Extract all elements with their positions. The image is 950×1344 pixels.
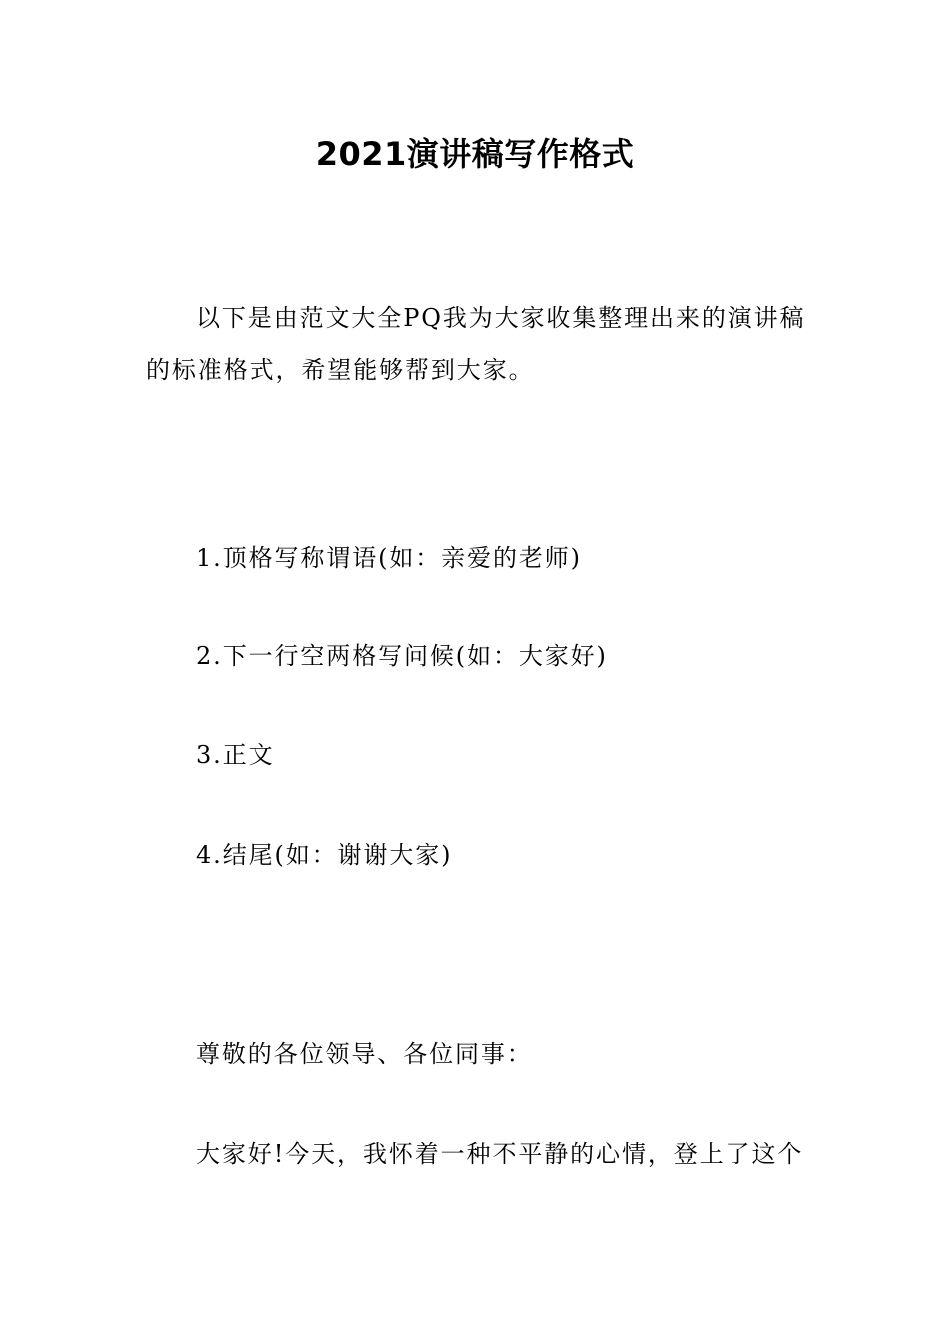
salutation-line: 尊敬的各位领导、各位同事： bbox=[196, 1040, 533, 1068]
document-title: 2021演讲稿写作格式 bbox=[315, 135, 635, 173]
format-item-1: 1.顶格写称谓语(如：亲爱的老师) bbox=[196, 544, 582, 572]
intro-line-1: 以下是由范文大全PQ我为大家收集整理出来的演讲稿 bbox=[196, 304, 806, 332]
body-paragraph-line: 大家好!今天，我怀着一种不平静的心情，登上了这个 bbox=[196, 1140, 804, 1168]
format-item-4: 4.结尾(如：谢谢大家) bbox=[196, 841, 453, 869]
format-item-3: 3.正文 bbox=[196, 741, 275, 769]
intro-paragraph bbox=[146, 292, 806, 396]
format-item-2: 2.下一行空两格写问候(如：大家好) bbox=[196, 642, 608, 670]
intro-line-2: 的标准格式，希望能够帮到大家。 bbox=[146, 356, 535, 384]
